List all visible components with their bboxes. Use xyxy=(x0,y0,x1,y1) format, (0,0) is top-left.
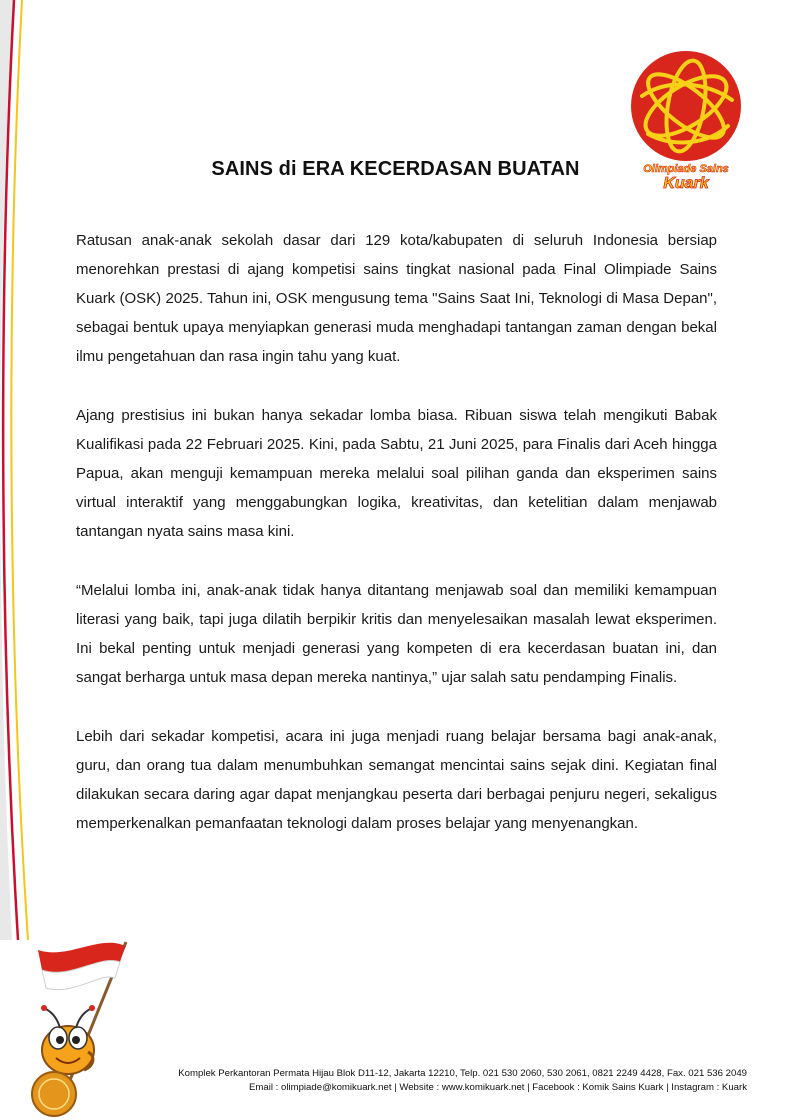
logo-text-line2: Kuark xyxy=(663,175,709,192)
paragraph-4: Lebih dari sekadar kompetisi, acara ini juga menjadi ruang belajar bersama bagi anak-anak, guru, dan orang tua dalam menumbuhkan semangat mencintai sains sejak dini. Kegiatan final dilakukan secara daring agar dapat menjangkau peserta dari berbagai penjuru negeri, sekaligus memperkenalkan pemanfaatan teknologi dalam proses belajar yang menyenangkan. xyxy=(76,728,717,832)
kuark-mascot-with-flag-illustration xyxy=(8,930,138,1120)
footer-contact-info xyxy=(178,1067,747,1095)
paragraph-1: Ratusan anak-anak sekolah dasar dari 129 kota/kabupaten di seluruh Indonesia bersiap menorehkan prestasi di ajang kompetisi sains tingkat nasional pada Final Olimpiade Sains Kuark (OSK) 2025. Tahun ini, OSK mengusung tema "Sains Saat Ini, Teknologi di Masa Depan", sebagai bentuk upaya menyiapkan generasi muda menghadapi tantangan zaman dengan bekal ilmu pengetahuan dan rasa ingin tahu yang kuat. xyxy=(76,232,717,365)
footer-address: Komplek Perkantoran Permata Hijau Blok D11-12, Jakarta 12210, Telp. 021 530 2060, 530 2061, 0821 2249 4428, Fax. 021 536 2049 xyxy=(178,1068,747,1079)
article-body xyxy=(76,226,717,868)
paragraph-2: Ajang prestisius ini bukan hanya sekadar lomba biasa. Ribuan siswa telah mengikuti Babak Kualifikasi pada 22 Februari 2025. Kini, pada Sabtu, 21 Juni 2025, para Finalis dari Aceh hingga Papua, akan menguji kemampuan mereka melalui soal pilihan ganda dan eksperimen sains virtual interaktif yang menggabungkan logika, kreativitas, dan ketelitian dalam menjawab tantangan nyata sains masa kini. xyxy=(76,407,717,540)
logo-text-line1: Olimpiade Sains xyxy=(643,163,729,175)
footer-contacts: Email : olimpiade@komikuark.net | Website : www.komikuark.net | Facebook : Komik Sains Kuark | Instagram : Kuark xyxy=(249,1082,747,1093)
paragraph-3: “Melalui lomba ini, anak-anak tidak hanya ditantang menjawab soal dan memiliki kemampuan literasi yang baik, tapi juga dilatih berpikir kritis dan menyelesaikan masalah lewat eksperimen. Ini bekal penting untuk menjadi generasi yang kompeten di era kecerdasan buatan ini, dan sangat berharga untuk masa depan mereka nantinya,” ujar salah satu pendamping Finalis. xyxy=(76,582,717,686)
document-title: SAINS di ERA KECERDASAN BUATAN xyxy=(211,158,580,180)
